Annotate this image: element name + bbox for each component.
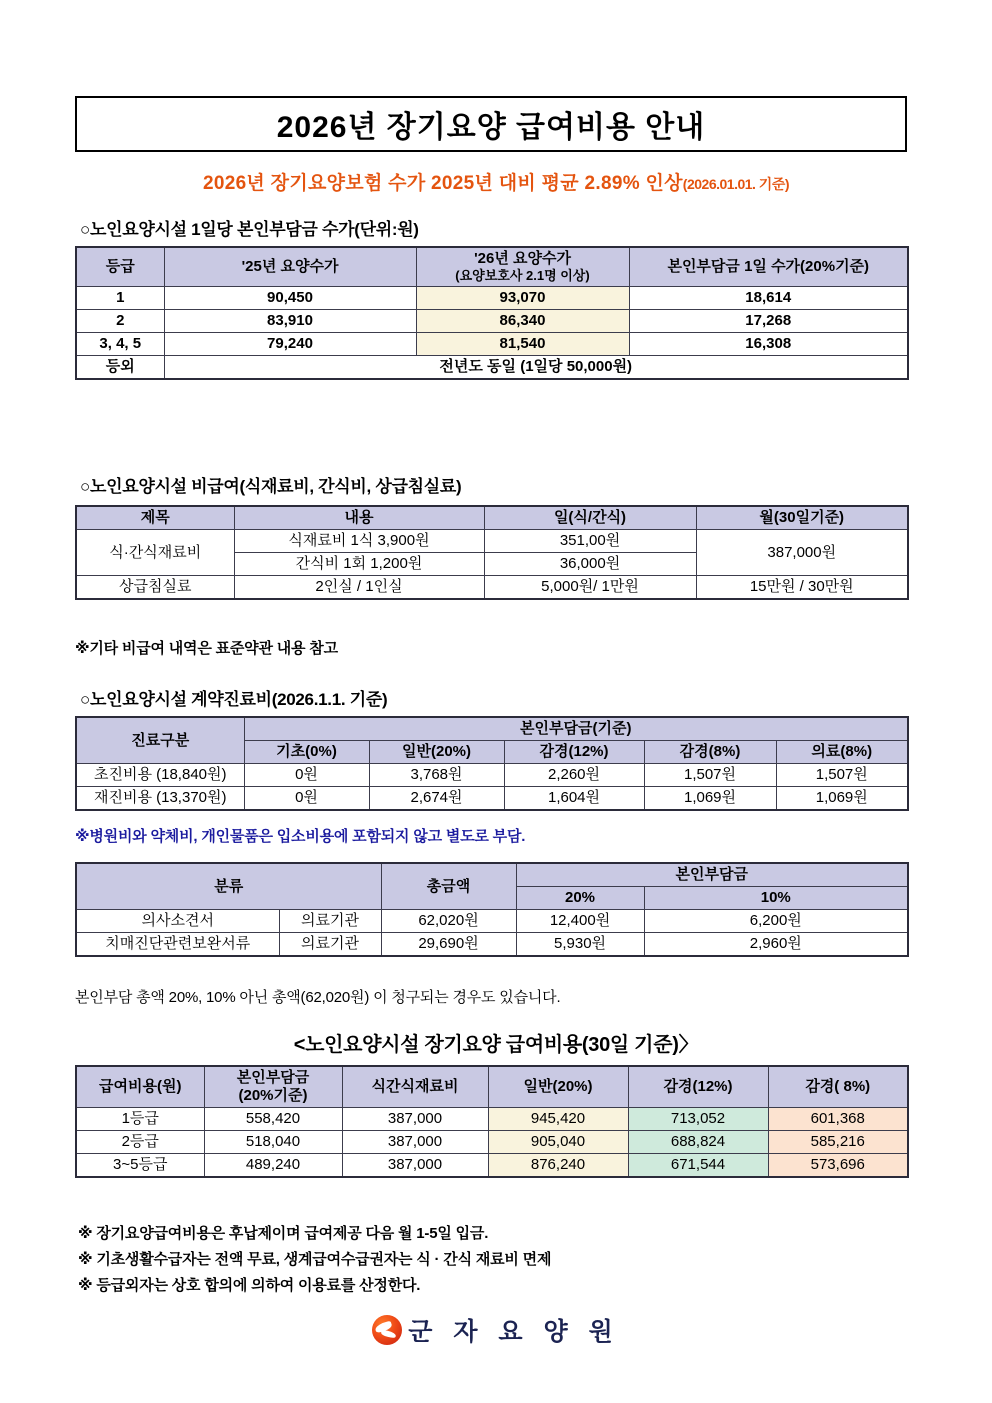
- table-document-fees: [75, 862, 909, 957]
- cell-cost-copay: 558,420: [204, 1108, 342, 1131]
- cell-item-meal: 식·간식재료비: [76, 530, 234, 576]
- cell-daily: 351,00원: [484, 530, 696, 553]
- section2-heading: ○노인요양시설 비급여(식재료비, 간식비, 상급침실료): [80, 477, 462, 496]
- cell-general-20: 3,768원: [369, 764, 504, 787]
- cell-cost-grade: 1등급: [76, 1108, 204, 1131]
- table-row: [76, 787, 908, 811]
- cell-detail: 2인실 / 1인실: [234, 576, 484, 600]
- footnote-3: ※ 등급외자는 상호 합의에 의하여 이용료를 산정한다.: [78, 1277, 421, 1294]
- cell-cost-meal: 387,000: [342, 1154, 488, 1178]
- cell-monthly: 15만원 / 30만원: [696, 576, 908, 600]
- cell-copay: 16,308: [629, 332, 908, 355]
- organization-logo: [0, 1312, 992, 1348]
- cell-cost-reduced-8: 585,216: [768, 1131, 908, 1154]
- cell-total: 62,020원: [381, 910, 516, 933]
- cell-reduced-12: 1,604원: [504, 787, 644, 811]
- table-daily-copay: [75, 246, 909, 380]
- cell-cost-meal: 387,000: [342, 1131, 488, 1154]
- col-general-20: 일반(20%): [369, 741, 504, 764]
- cell-total: 29,690원: [381, 933, 516, 957]
- cell-reduced-8: 1,507원: [644, 764, 776, 787]
- table-noncovered-fees: [75, 505, 909, 600]
- cell-rate-2025: 79,240: [164, 332, 416, 355]
- cell-issuer: 의료기관: [279, 933, 381, 957]
- table-row: [76, 309, 908, 332]
- cell-medical-8: 1,507원: [776, 764, 908, 787]
- page-title-box: [75, 96, 907, 152]
- table-monthly-total-cost: [75, 1065, 909, 1178]
- table-row: [76, 286, 908, 309]
- section2-note: ※기타 비급여 내역은 표준약관 내용 참고: [75, 640, 338, 657]
- cell-doc-name: 의사소견서: [76, 910, 279, 933]
- section1-heading: ○노인요양시설 1일당 본인부담금 수가(단위:원): [80, 220, 419, 239]
- cell-copay-20: 5,930원: [516, 933, 644, 957]
- sun-swoosh-icon: [372, 1315, 402, 1345]
- page-title: 2026년 장기요양 급여비용 안내: [276, 111, 706, 144]
- cell-daily: 36,000원: [484, 553, 696, 576]
- section3-heading: ○노인요양시설 계약진료비(2026.1.1. 기준): [80, 690, 388, 709]
- col-cost-copay: [204, 1066, 342, 1108]
- col-cost-copay-line1: 본인부담금: [236, 1069, 310, 1086]
- cell-visit-type: 초진비용 (18,840원): [76, 764, 244, 787]
- cell-daily: 5,000원/ 1만원: [484, 576, 696, 600]
- cell-cost-general-20: 945,420: [488, 1108, 628, 1131]
- cell-cost-meal: 387,000: [342, 1108, 488, 1131]
- col-reduced-12: 감경(12%): [504, 741, 644, 764]
- cell-grade: 1: [76, 286, 164, 309]
- col-monthly: 월(30일기준): [696, 506, 908, 530]
- cell-general-20: 2,674원: [369, 787, 504, 811]
- cell-item-room: 상급침실료: [76, 576, 234, 600]
- cell-issuer: 의료기관: [279, 910, 381, 933]
- cell-grade-outside-value: 전년도 동일 (1일당 50,000원): [164, 355, 908, 379]
- cell-rate-2026: 86,340: [416, 309, 629, 332]
- col-category: 분류: [76, 863, 381, 910]
- col-rate-2025: '25년 요양수가: [164, 247, 416, 286]
- cell-grade-outside-label: 등외: [76, 355, 164, 379]
- table-header-row: [76, 717, 908, 741]
- cell-grade: 2: [76, 309, 164, 332]
- cell-cost-reduced-8: 573,696: [768, 1154, 908, 1178]
- table-header-row: [76, 1066, 908, 1108]
- cell-cost-reduced-12: 713,052: [628, 1108, 768, 1131]
- col-cost-copay-line2: (20%기준): [238, 1087, 308, 1104]
- section5-heading: <노인요양시설 장기요양 급여비용(30일 기준)〉: [293, 1034, 699, 1056]
- col-copay-daily: 본인부담금 1일 수가(20%기준): [629, 247, 908, 286]
- footnote-1: ※ 장기요양급여비용은 후납제이며 급여제공 다음 월 1-5일 입금.: [78, 1225, 489, 1242]
- table-row: [76, 1154, 908, 1178]
- table-header-row: [76, 247, 908, 286]
- table-row: [76, 1108, 908, 1131]
- cell-cost-grade: 3~5등급: [76, 1154, 204, 1178]
- col-basic-0: 기초(0%): [244, 741, 369, 764]
- table-row: [76, 530, 908, 553]
- cell-grade: 3, 4, 5: [76, 332, 164, 355]
- table-contract-medical-fees: [75, 716, 909, 811]
- cell-copay-20: 12,400원: [516, 910, 644, 933]
- cell-basic-0: 0원: [244, 764, 369, 787]
- cell-cost-general-20: 876,240: [488, 1154, 628, 1178]
- col-copay-10: 10%: [644, 887, 908, 910]
- cell-cost-copay: 518,040: [204, 1131, 342, 1154]
- organization-name: 군 자 요 양 원: [408, 1318, 620, 1346]
- col-cost-general-20: 일반(20%): [488, 1066, 628, 1108]
- col-rate-2026-line1: '26년 요양수가: [474, 250, 571, 267]
- cell-rate-2025: 83,910: [164, 309, 416, 332]
- cell-copay-10: 6,200원: [644, 910, 908, 933]
- table-row: [76, 576, 908, 600]
- cell-reduced-12: 2,260원: [504, 764, 644, 787]
- cell-reduced-8: 1,069원: [644, 787, 776, 811]
- cell-detail: 식재료비 1식 3,900원: [234, 530, 484, 553]
- cell-cost-grade: 2등급: [76, 1131, 204, 1154]
- cell-copay-10: 2,960원: [644, 933, 908, 957]
- table-row: [76, 933, 908, 957]
- col-visit-type: 진료구분: [76, 717, 244, 764]
- cell-copay: 17,268: [629, 309, 908, 332]
- subtitle: [0, 168, 992, 195]
- col-rate-2026-line2: (요양보호사 2.1명 이상): [455, 268, 590, 283]
- cell-cost-copay: 489,240: [204, 1154, 342, 1178]
- cell-copay: 18,614: [629, 286, 908, 309]
- cell-rate-2025: 90,450: [164, 286, 416, 309]
- table-row: [76, 332, 908, 355]
- col-cost-reduced-8: 감경( 8%): [768, 1066, 908, 1108]
- col-total-amount: 총금액: [381, 863, 516, 910]
- col-copay-20: 20%: [516, 887, 644, 910]
- col-cost-grade: 급여비용(원): [76, 1066, 204, 1108]
- cell-basic-0: 0원: [244, 787, 369, 811]
- cell-cost-reduced-12: 671,544: [628, 1154, 768, 1178]
- section4-note: 본인부담 총액 20%, 10% 아닌 총액(62,020원) 이 청구되는 경우도 있습니다.: [75, 989, 561, 1006]
- cell-monthly: 387,000원: [696, 530, 908, 576]
- table-header-row: [76, 863, 908, 887]
- subtitle-main-text: 2026년 장기요양보험 수가 2025년 대비 평균 2.89% 인상: [202, 173, 683, 194]
- cell-doc-name: 치매진단관련보완서류: [76, 933, 279, 957]
- col-item: 제목: [76, 506, 234, 530]
- table-header-row: [76, 506, 908, 530]
- cell-cost-reduced-8: 601,368: [768, 1108, 908, 1131]
- cell-visit-type: 재진비용 (13,370원): [76, 787, 244, 811]
- cell-rate-2026: 93,070: [416, 286, 629, 309]
- subtitle-effective-date: (2026.01.01. 기준): [682, 176, 790, 192]
- col-copay-group: 본인부담금: [516, 863, 908, 887]
- col-rate-2026: [416, 247, 629, 286]
- cell-rate-2026: 81,540: [416, 332, 629, 355]
- cell-cost-general-20: 905,040: [488, 1131, 628, 1154]
- col-detail: 내용: [234, 506, 484, 530]
- col-copay-group: 본인부담금(기준): [244, 717, 908, 741]
- table-row: [76, 910, 908, 933]
- section3-note: ※병원비와 약체비, 개인물품은 입소비용에 포함되지 않고 별도로 부담.: [75, 828, 526, 845]
- table-row: [76, 1131, 908, 1154]
- cell-medical-8: 1,069원: [776, 787, 908, 811]
- cell-detail: 간식비 1회 1,200원: [234, 553, 484, 576]
- table-row: [76, 764, 908, 787]
- col-cost-meal: 식간식재료비: [342, 1066, 488, 1108]
- col-cost-reduced-12: 감경(12%): [628, 1066, 768, 1108]
- cell-cost-reduced-12: 688,824: [628, 1131, 768, 1154]
- col-daily: 일(식/간식): [484, 506, 696, 530]
- footnote-2: ※ 기초생활수급자는 전액 무료, 생계급여수급권자는 식 · 간식 재료비 면제: [78, 1251, 552, 1268]
- col-medical-8: 의료(8%): [776, 741, 908, 764]
- col-reduced-8: 감경(8%): [644, 741, 776, 764]
- table-row-outside-grade: [76, 355, 908, 379]
- col-grade: 등급: [76, 247, 164, 286]
